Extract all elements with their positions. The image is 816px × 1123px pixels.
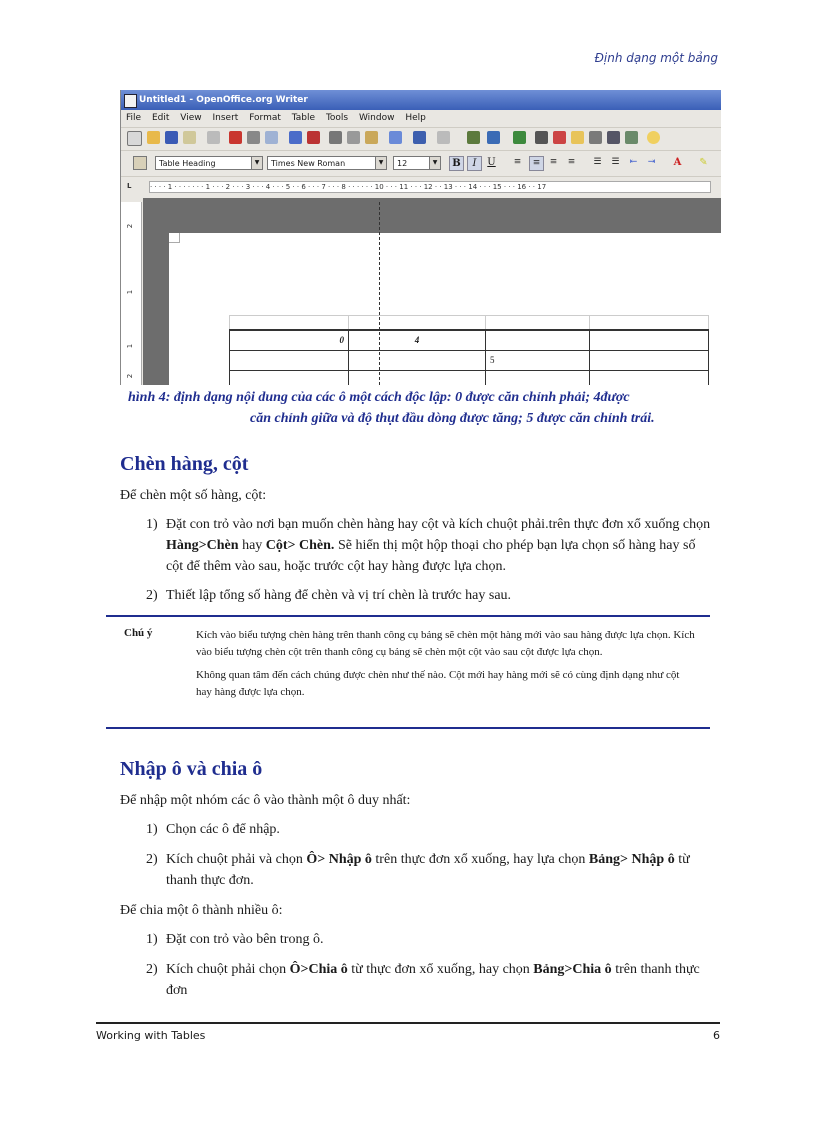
table-cell[interactable] [349,350,486,370]
align-left-icon[interactable]: ≡ [513,157,522,167]
show-draw-functions-icon[interactable] [513,131,526,144]
list-number: 1) [146,932,158,947]
table-cell-right-aligned[interactable]: 0 [230,330,349,351]
font-size-select[interactable] [393,156,441,170]
list-text: Thiết lập tổng số hàng để chèn và vị trí chèn là trước hay sau. [166,588,512,603]
list-text: Chọn các ô để nhập. [166,822,280,837]
spellcheck-icon[interactable] [289,131,302,144]
font-color-icon[interactable]: A [673,157,682,168]
menu-tools[interactable]: Tools [325,113,349,123]
note-paragraph: Kích vào biểu tượng chèn hàng trên thanh công cụ bảng sẽ chèn một hàng mới vào sau hàng được lựa chọn. Kích vào biểu tượng chèn cột trên thanh công cụ bảng sẽ chèn một cột vào sau cột được lựa chọn. [196,629,695,658]
vertical-ruler [121,202,142,385]
export-pdf-icon[interactable] [229,131,242,144]
horizontal-ruler [121,176,721,195]
chevron-down-icon: ▼ [429,157,440,169]
note-body [196,627,696,707]
gallery-icon[interactable] [571,131,584,144]
page-corner-mark [179,233,180,243]
vruler-mark: 2 [126,223,135,229]
menu-view[interactable]: View [180,113,202,123]
table-cell[interactable] [349,370,486,385]
list-item [146,849,716,891]
chevron-down-icon: ▼ [375,157,386,169]
increase-indent-icon[interactable]: ⇥ [647,157,656,167]
open-folder-icon[interactable] [147,131,160,144]
table-cell[interactable] [486,370,590,385]
menu-insert[interactable]: Insert [212,113,239,123]
section-heading-insert: Chèn hàng, cột [120,453,249,475]
list-number: 1) [146,822,158,837]
page-footer [96,1022,720,1042]
list-text: Đặt con trỏ vào nơi bạn muốn chèn hàng hay cột và kích chuột phải.trên thực đơn xổ xuống chọn Hàng>Chèn hay Cột> Chèn. Sẽ hiển thị một hộp thoại cho phép bạn lựa chọn số hàng hay số cột để thêm vào sau, hoặc trước cột hay hàng được lựa chọn. [166,517,711,574]
menu-edit[interactable]: Edit [151,113,170,123]
list-number: 2) [146,852,158,867]
email-icon[interactable] [183,131,196,144]
table-cell[interactable] [486,316,590,330]
app-icon [124,94,137,108]
writer-screenshot [120,90,721,385]
align-center-icon[interactable]: ≡ [529,156,544,171]
list-item [146,585,716,606]
caption-line-1: hình 4: định dạng nội dung của các ô một cách độc lập: 0 được căn chỉnh phải; 4được [128,390,630,405]
page-number: 6 [713,1029,720,1042]
ruler-scale: · · · · 1 · · · · · · · 1 · · · 2 · · · 3 · · · 4 · · · 5 · · 6 · · · 7 · · · 8 · · · · · · 10 · · · 11 · · · 12 · · 13 · · · 14 · · · 15 · · · 16 · · 17 [149,181,711,193]
menu-file[interactable]: File [126,113,142,123]
format-paintbrush-icon[interactable] [389,131,402,144]
page-corner-mark [169,242,179,243]
decrease-indent-icon[interactable]: ⇤ [629,157,638,167]
list-text: Kích chuột phải chọn Ô>Chia ô từ thực đơn xổ xuống, hay chọn Bảng>Chia ô trên thanh thực đơn [166,962,700,998]
styles-icon[interactable] [133,156,147,170]
table-cell[interactable] [230,350,349,370]
undo-icon[interactable] [413,131,426,144]
merge-intro: Để nhập một nhóm các ô vào thành một ô duy nhất: [120,793,411,808]
window-title: Untitled1 - OpenOffice.org Writer [139,95,308,105]
figure-caption [128,387,720,429]
zoom-icon[interactable] [625,131,638,144]
justify-icon[interactable]: ≡ [567,157,576,167]
table-cell[interactable] [230,316,349,330]
menu-table[interactable]: Table [291,113,316,123]
table-icon[interactable] [487,131,500,144]
table-cell[interactable] [590,316,709,330]
formatting-toolbar [121,150,721,175]
menu-bar [121,110,721,127]
footer-title: Working with Tables [96,1029,206,1042]
vruler-mark: 1 [126,343,135,349]
help-icon[interactable] [647,131,660,144]
list-item [146,929,716,950]
menu-help[interactable]: Help [405,113,426,123]
note-paragraph: Không quan tâm đến cách chúng được chèn như thế nào. Cột mới hay hàng mới sẽ có cùng định dạng như cột hay hàng được lựa chọn. [196,669,680,698]
numbering-icon[interactable]: ☰ [593,157,602,167]
list-number: 2) [146,588,158,603]
table-cell[interactable] [486,330,590,351]
underline-button[interactable]: U [487,157,496,168]
list-text: Đặt con trỏ vào bên trong ô. [166,932,324,947]
paste-icon[interactable] [365,131,378,144]
font-name-value: Times New Roman [271,159,346,168]
list-text: Kích chuột phải và chọn Ô> Nhập ô trên thực đơn xổ xuống, hay lựa chọn Bảng> Nhập ô từ thanh thực đơn. [166,852,690,888]
edit-file-icon[interactable] [207,131,220,144]
sample-table [229,315,709,385]
table-cell-left-aligned[interactable]: 5 [486,350,590,370]
align-right-icon[interactable]: ≡ [549,157,558,167]
standard-toolbar [121,127,721,150]
list-number: 2) [146,962,158,977]
print-icon[interactable] [247,131,260,144]
paragraph-style-select[interactable] [155,156,263,170]
list-item [146,959,716,1001]
table-cell[interactable] [590,350,709,370]
page-preview-icon[interactable] [265,131,278,144]
highlight-icon[interactable]: ✎ [699,157,708,168]
redo-icon[interactable] [437,131,450,144]
copy-icon[interactable] [347,131,360,144]
font-size-value: 12 [397,159,408,168]
table-cell[interactable] [590,370,709,385]
paragraph-style-value: Table Heading [159,159,216,168]
font-name-select[interactable] [267,156,387,170]
section-heading-merge-split: Nhập ô và chia ô [120,758,263,780]
bold-button[interactable]: B [449,156,464,171]
bullets-icon[interactable]: ☰ [611,157,620,167]
cut-icon[interactable] [329,131,342,144]
menu-format[interactable]: Format [249,113,281,123]
split-intro: Để chia một ô thành nhiều ô: [120,903,283,918]
window-titlebar [121,90,721,110]
navigator-icon[interactable] [553,131,566,144]
vruler-mark: 2 [126,373,135,379]
list-item [146,514,716,577]
find-replace-icon[interactable] [535,131,548,144]
autospellcheck-icon[interactable] [307,131,320,144]
hyperlink-icon[interactable] [467,131,480,144]
section1-intro: Để chèn một số hàng, cột: [120,488,267,503]
table-cell[interactable] [590,330,709,351]
table-cell-centered[interactable]: 4 [349,330,486,351]
table-cell[interactable] [230,370,349,385]
data-sources-icon[interactable] [589,131,602,144]
caption-line-2: căn chỉnh giữa và độ thụt đầu dòng được tăng; 5 được căn chỉnh trái. [250,411,655,426]
running-header: Định dạng một bảng [594,51,718,65]
list-number: 1) [146,517,158,532]
new-document-icon[interactable] [127,131,142,146]
list-item [146,819,716,840]
chevron-down-icon: ▼ [251,157,262,169]
note-label: Chú ý [124,627,153,639]
italic-button[interactable]: I [467,156,482,171]
vruler-mark: 1 [126,289,135,295]
save-icon[interactable] [165,131,178,144]
table-cell[interactable] [349,316,486,330]
tab-stop-icon[interactable]: L [127,182,132,190]
menu-window[interactable]: Window [358,113,395,123]
pilcrow-icon[interactable] [607,131,620,144]
note-box [106,615,710,729]
